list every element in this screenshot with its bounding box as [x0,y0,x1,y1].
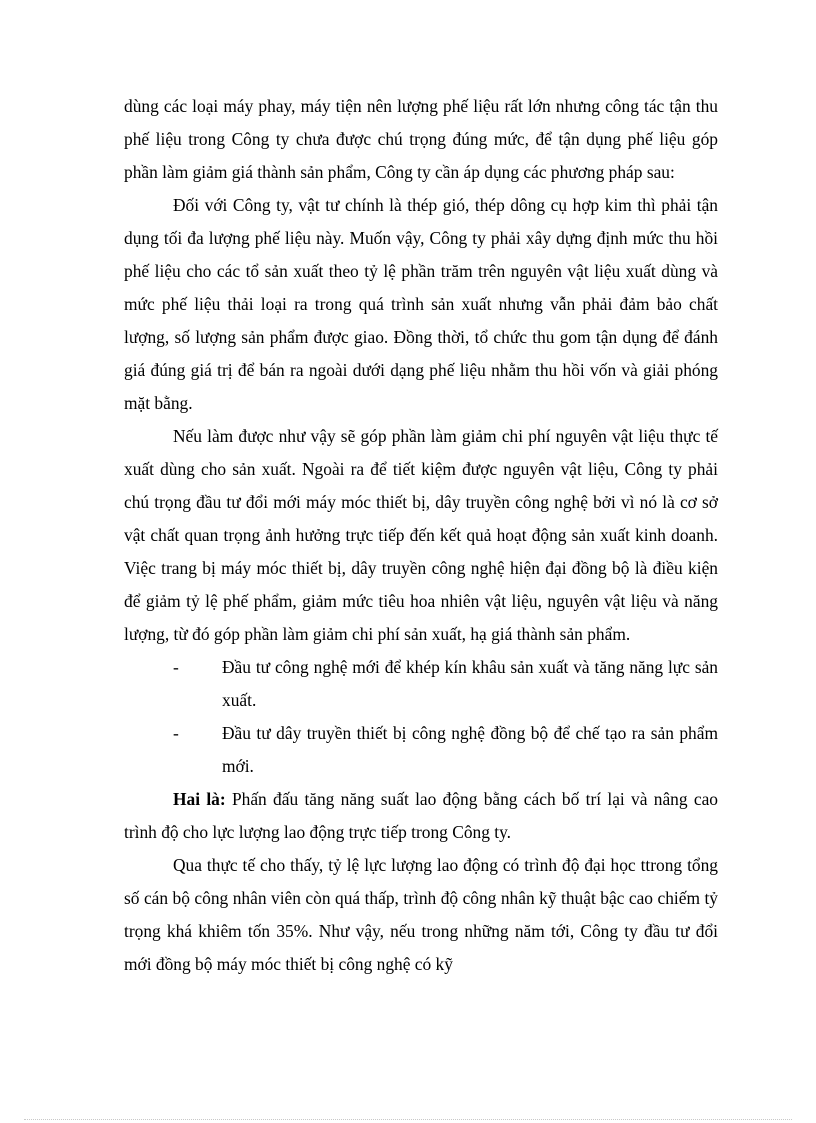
paragraph-scrap-recovery: Đối với Công ty, vật tư chính là thép gió, thép dông cụ hợp kim thì phải tận dụng tối đa lượng phế liệu này. Muốn vậy, Công ty phải xây dựng định mức thu hồi phế liệu cho các tổ sản xuất theo tỷ lệ phần trăm trên nguyên vật liệu xuất dùng và mức phế liệu thải loại ra trong quá trình sản xuất nhưng vẫn phải đảm bảo chất lượng, số lượng sản phẩm được giao. Đồng thời, tổ chức thu gom tận dụng để đánh giá đúng giá trị để bán ra ngoài dưới dạng phế liệu nhằm thu hồi vốn và giải phóng mặt bằng. [124,195,718,413]
hai-la-label: Hai là: [173,789,226,809]
bullet-text: Đầu tư dây truyền thiết bị công nghệ đồng bộ để chế tạo ra sản phẩm mới. [222,723,718,776]
hai-la-text: Phấn đấu tăng năng suất lao động bằng cách bố trí lại và nâng cao trình độ cho lực lượng lao động trực tiếp trong Công ty. [124,789,718,842]
bullet-marker: - [173,657,179,677]
paragraph-workforce: Qua thực tế cho thấy, tỷ lệ lực lượng lao động có trình độ đại học ttrong tổng số cán bộ công nhân viên còn quá thấp, trình độ công nhân kỹ thuật bậc cao chiếm tỷ trọng khá khiêm tốn 35%. Như vậy, nếu trong những năm tới, Công ty đầu tư đổi mới đồng bộ máy móc thiết bị công nghệ có kỹ [124,855,718,974]
bullet-marker: - [173,723,179,743]
paragraph-equipment-investment: Nếu làm được như vậy sẽ góp phần làm giảm chi phí nguyên vật liệu thực tế xuất dùng cho sản xuất. Ngoài ra để tiết kiệm được nguyên vật liệu, Công ty phải chú trọng đầu tư đổi mới máy móc thiết bị, dây truyền công nghệ bởi vì nó là cơ sở vật chất quan trọng ảnh hưởng trực tiếp đến kết quả hoạt động sản xuất kinh doanh. Việc trang bị máy móc thiết bị, dây truyền công nghệ hiện đại đồng bộ là điều kiện để giảm tỷ lệ phế phẩm, giảm mức tiêu hoa nhiên vật liệu, nguyên vật liệu và năng lượng, từ đó góp phần làm giảm chi phí sản xuất, hạ giá thành sản phẩm. [124,426,718,644]
paragraph-continuation: dùng các loại máy phay, máy tiện nên lượng phế liệu rất lớn nhưng công tác tận thu phế liệu trong Công ty chưa được chú trọng đúng mức, để tận dụng phế liệu góp phần làm giảm giá thành sản phẩm, Công ty cần áp dụng các phương pháp sau: [124,96,718,182]
list-item [124,717,718,783]
bullet-text: Đầu tư công nghệ mới để khép kín khâu sản xuất và tăng năng lực sản xuất. [222,657,718,710]
document-body [124,90,718,981]
page-bottom-divider [24,1119,792,1120]
paragraph-hai-la [124,783,718,849]
list-item [124,651,718,717]
